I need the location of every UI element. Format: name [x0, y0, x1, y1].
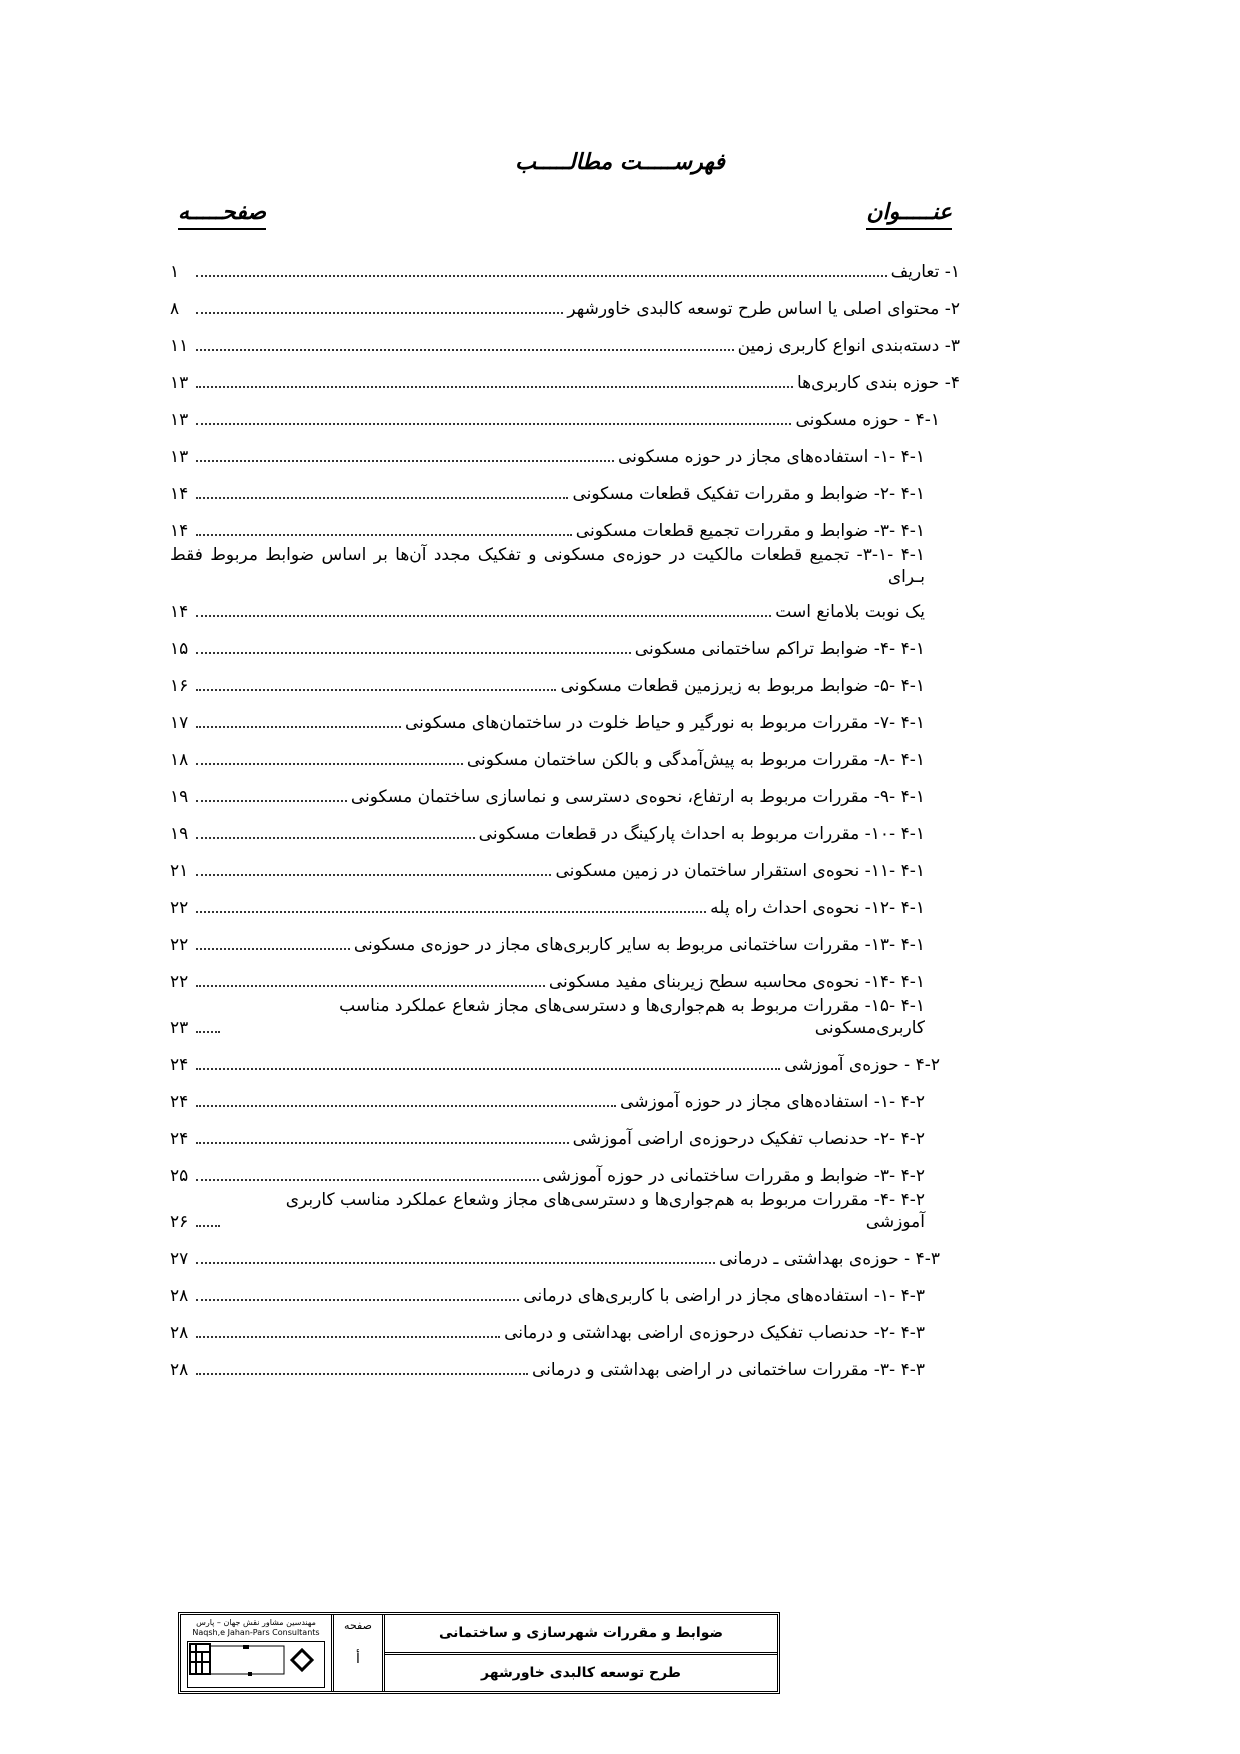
toc-entry-page: ۲۸	[170, 1323, 189, 1343]
toc-entry-page: ۲۴	[170, 1129, 189, 1149]
toc-entry-page: ۱۵	[170, 639, 189, 659]
toc-entry-page: ۲۲	[170, 898, 189, 918]
toc-entry-page: ۱۹	[170, 824, 189, 844]
table-of-contents	[170, 248, 960, 1383]
toc-entry-page: ۱۸	[170, 750, 189, 770]
toc-entry-page: ۱۴	[170, 521, 189, 541]
toc-entry[interactable]	[170, 884, 960, 921]
dot-leader	[196, 460, 614, 462]
toc-entry-title: ۴-۲ -۴- مقررات مربوط به هم‌جواری‌ها و دسترسی‌های مجاز وشعاع عملکرد مناسب کاربری آموزشی	[285, 1190, 925, 1232]
toc-entry-title: ۴-۳ -۳- مقررات ساختمانی در اراضی بهداشتی و درمانی	[531, 1360, 925, 1380]
dot-leader	[196, 349, 734, 351]
toc-entry[interactable]	[170, 1041, 960, 1078]
toc-entry[interactable]	[170, 359, 960, 396]
dot-leader	[196, 985, 545, 987]
toc-entry[interactable]	[170, 1309, 960, 1346]
toc-entry-title: ۴-۳ - حوزه‌ی بهداشتی ـ درمانی	[719, 1249, 940, 1269]
page-number-block	[334, 1615, 385, 1691]
toc-entry-page: ۲۸	[170, 1360, 189, 1380]
toc-entry-page: ۲۲	[170, 935, 189, 955]
dot-leader	[196, 497, 568, 499]
toc-entry-title: ۴-۲ -۳- ضوابط و مقررات ساختمانی در حوزه آموزشی	[542, 1166, 925, 1186]
company-logo-icon	[187, 1641, 325, 1688]
toc-entry-page: ۲۸	[170, 1286, 189, 1306]
toc-entry-title: ۴-۱ -۱۰- مقررات مربوط به احداث پارکینگ در قطعات مسکونی	[478, 824, 925, 844]
toc-entry-page: ۲۴	[170, 1092, 189, 1112]
dot-leader	[196, 1031, 220, 1033]
toc-entry-page: ۱۴	[170, 602, 189, 622]
company-name-en: Naqsh,e Jahan-Pars Consultants	[192, 1628, 320, 1637]
toc-entry-page: ۱۷	[170, 713, 189, 733]
toc-entry-page: ۱۳	[170, 373, 189, 393]
toc-entry[interactable]	[170, 433, 960, 470]
toc-entry-page: ۱۳	[170, 447, 189, 467]
dot-leader	[196, 312, 563, 314]
dot-leader	[196, 1373, 528, 1375]
dot-leader	[196, 615, 771, 617]
dot-leader	[196, 726, 401, 728]
toc-entry-title: ۴-۱ -۲- ضوابط و مقررات تفکیک قطعات مسکونی	[572, 484, 925, 504]
toc-entry[interactable]	[170, 507, 960, 544]
toc-entry-page: ۲۵	[170, 1166, 189, 1186]
toc-entry-page: ۱۹	[170, 787, 189, 807]
toc-entry[interactable]	[170, 699, 960, 736]
toc-entry-page: ۱۳	[170, 410, 189, 430]
toc-entry[interactable]	[170, 625, 960, 662]
toc-entry-title: ۴-۱ -۱- استفاده‌های مجاز در حوزه مسکونی	[617, 447, 925, 467]
document-title-block	[385, 1615, 777, 1691]
dot-leader	[196, 874, 551, 876]
company-block	[181, 1615, 334, 1691]
toc-entry-title: ۴-۱ -۵- ضوابط مربوط به زیرزمین قطعات مسکونی	[560, 676, 925, 696]
toc-entry-title: ۴-۱ -۱۱- نحوه‌ی استقرار ساختمان در زمین مسکونی	[555, 861, 925, 881]
toc-entry-title: ۳- دسته‌بندی انواع کاربری زمین	[737, 336, 960, 356]
toc-entry-page: ۲۶	[170, 1212, 189, 1232]
dot-leader	[196, 423, 791, 425]
toc-entry-title: ۴-۱ -۷- مقررات مربوط به نورگیر و حیاط خلوت در ساختمان‌های مسکونی	[405, 713, 925, 733]
toc-entry-title: ۴-۲ - حوزه‌ی آموزشی	[784, 1055, 940, 1075]
toc-entry[interactable]	[170, 248, 960, 285]
dot-leader	[196, 1105, 616, 1107]
toc-entry-title: ۴-۱ -۴- ضوابط تراکم ساختمانی مسکونی	[634, 639, 925, 659]
document-main-title: ضوابط و مقررات شهرسازی و ساختمانی	[385, 1615, 777, 1655]
toc-entry-page: ۱۱	[170, 336, 189, 356]
dot-leader	[196, 948, 350, 950]
toc-entry-title: ۴-۱ -۱۲- نحوه‌ی احداث راه پله	[710, 898, 925, 918]
toc-entry[interactable]	[170, 736, 960, 773]
toc-entry-title: ۴-۲ -۱- استفاده‌های مجاز در حوزه آموزشی	[620, 1092, 925, 1112]
dot-leader	[196, 386, 793, 388]
dot-leader	[196, 1068, 780, 1070]
toc-entry-title: ۴-۱ -۸- مقررات مربوط به پیش‌آمدگی و بالکن ساختمان مسکونی	[466, 750, 925, 770]
toc-entry-title: ۴-۱ -۱۵- مقررات مربوط به هم‌جواری‌ها و دسترسی‌های مجاز شعاع عملکرد مناسب کاربری‌مسکونی	[339, 996, 925, 1038]
toc-entry-page: ۸	[170, 299, 180, 319]
toc-entry[interactable]	[170, 1152, 960, 1189]
toc-entry-page: ۲۲	[170, 972, 189, 992]
toc-entry-page: ۲۳	[170, 1018, 189, 1038]
toc-entry-title-line2: یک نوبت بلامانع است	[775, 602, 925, 622]
toc-entry[interactable]	[170, 847, 960, 884]
toc-entry-page: ۱۶	[170, 676, 189, 696]
company-name-fa: مهندسین مشاور نقش جهان – پارس	[196, 1618, 316, 1627]
toc-entry-title: ۴-۲ -۲- حدنصاب تفکیک درحوزه‌ی اراضی آموزشی	[572, 1129, 925, 1149]
toc-entry[interactable]	[170, 958, 960, 995]
dot-leader	[196, 689, 556, 691]
toc-entry-page: ۲۱	[170, 861, 189, 881]
toc-entry-title: ۴-۱ - حوزه مسکونی	[795, 410, 940, 430]
toc-entry[interactable]	[170, 1078, 960, 1115]
dot-leader	[196, 652, 631, 654]
toc-entry[interactable]	[170, 1189, 960, 1235]
toc-entry-page: ۲۷	[170, 1249, 189, 1269]
dot-leader	[196, 1142, 569, 1144]
toc-entry-title: ۱- تعاریف	[890, 262, 960, 282]
toc-entry[interactable]	[170, 470, 960, 507]
toc-entry-page: ۲۴	[170, 1055, 189, 1075]
toc-entry[interactable]	[170, 1272, 960, 1309]
toc-entry[interactable]	[170, 773, 960, 810]
dot-leader	[196, 1299, 519, 1301]
toc-entry-wrapped[interactable]	[170, 544, 960, 625]
toc-entry[interactable]	[170, 285, 960, 322]
toc-entry-title: ۴-۱ -۱۴- نحوه‌ی محاسبه سطح زیربنای مفید مسکونی	[548, 972, 925, 992]
dot-leader	[196, 1179, 539, 1181]
toc-entry-page: ۱	[170, 262, 180, 282]
toc-entry-title: ۴-۱ -۳- ضوابط و مقررات تجمیع قطعات مسکونی	[575, 521, 925, 541]
column-header-page: صفحـــــه	[178, 200, 266, 230]
toc-entry[interactable]	[170, 662, 960, 699]
dot-leader	[196, 534, 572, 536]
toc-entry-title: ۴-۳ -۱- استفاده‌های مجاز در اراضی با کاربری‌های درمانی	[523, 1286, 925, 1306]
dot-leader	[196, 911, 706, 913]
page-value: أ	[356, 1651, 360, 1667]
document-subtitle: طرح توسعه کالبدی خاورشهر	[481, 1664, 681, 1681]
toc-entry-title: ۴-۱ -۱۳- مقررات ساختمانی مربوط به سایر کاربری‌های مجاز در حوزه‌ی مسکونی	[353, 935, 925, 955]
dot-leader	[196, 1262, 715, 1264]
toc-entry-title: ۴-۱ -۹- مقررات مربوط به ارتفاع، نحوه‌ی دسترسی و نماسازی ساختمان مسکونی	[350, 787, 925, 807]
toc-entry[interactable]	[170, 1115, 960, 1152]
column-header-title: عنـــــوان	[866, 200, 952, 230]
page-title: فهرســـــت مطالـــــب	[515, 150, 725, 175]
toc-entry-title: ۴-۳ -۲- حدنصاب تفکیک درحوزه‌ی اراضی بهداشتی و درمانی	[504, 1323, 925, 1343]
toc-entry[interactable]	[170, 396, 960, 433]
toc-entry-title-line1: ۴-۱ -۳-۱- تجمیع قطعات مالکیت در حوزه‌ی مسکونی و تفکیک مجدد آن‌ها بر اساس ضوابط مربوط فقط بـرای	[170, 545, 925, 587]
toc-entry[interactable]	[170, 1235, 960, 1272]
dot-leader	[196, 1336, 500, 1338]
footer-title-block	[178, 1612, 780, 1694]
dot-leader	[196, 763, 463, 765]
toc-entry-title: ۲- محتوای اصلی یا اساس طرح توسعه کالبدی خاورشهر	[567, 299, 960, 319]
toc-entry-title: ۴- حوزه بندی کاربری‌ها	[796, 373, 960, 393]
toc-entry[interactable]	[170, 810, 960, 847]
dot-leader	[196, 800, 347, 802]
dot-leader	[196, 275, 887, 277]
toc-entry[interactable]	[170, 322, 960, 359]
toc-entry[interactable]	[170, 921, 960, 958]
toc-entry-page: ۱۴	[170, 484, 189, 504]
toc-entry[interactable]	[170, 995, 960, 1041]
toc-entry[interactable]	[170, 1346, 960, 1383]
page-label: صفحه	[344, 1619, 372, 1632]
dot-leader	[196, 1225, 220, 1227]
dot-leader	[196, 837, 475, 839]
